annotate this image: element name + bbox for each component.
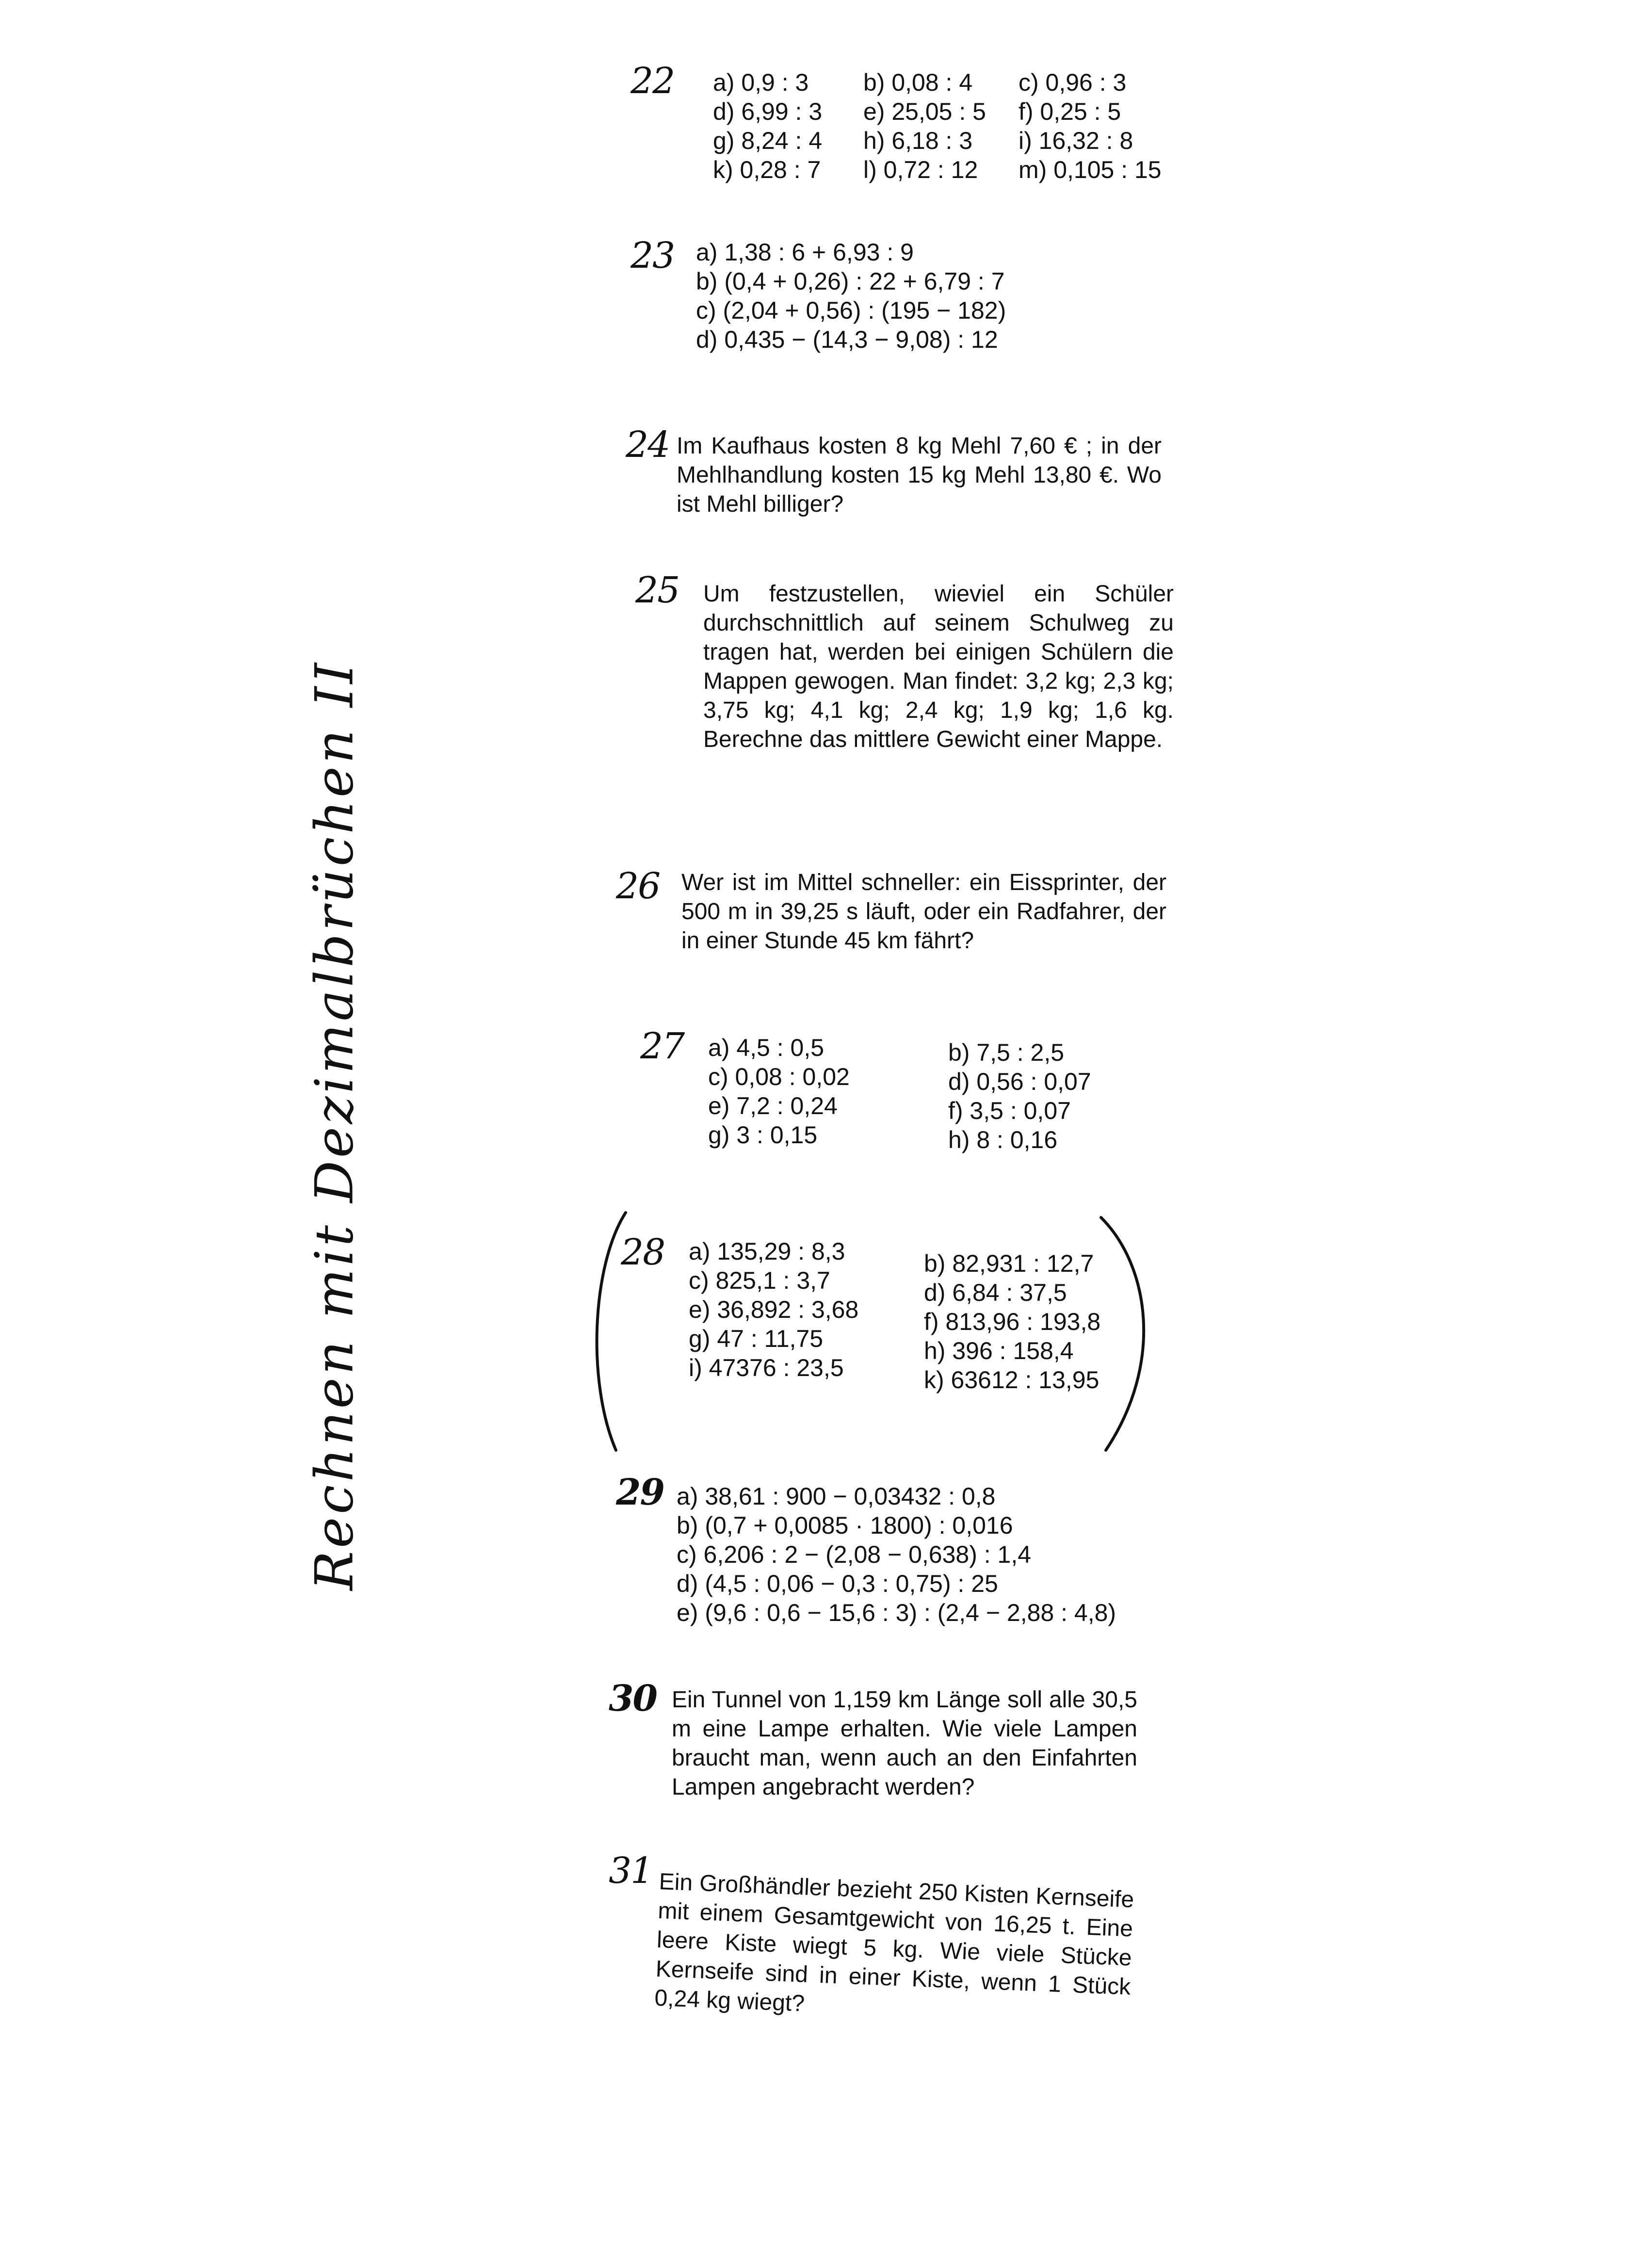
exercise-29-items	[677, 1482, 1116, 1627]
exercise-28-item: d) 6,84 : 37,5	[924, 1279, 1067, 1306]
exercise-27-item: c) 0,08 : 0,02	[708, 1063, 850, 1090]
exercise-28-right-items	[924, 1249, 1100, 1394]
exercise-28-item: i) 47376 : 23,5	[689, 1354, 844, 1381]
exercise-23-items	[696, 238, 1006, 354]
exercise-22-item: m) 0,105 : 15	[1018, 156, 1162, 183]
exercise-22-item: b) 0,08 : 4	[863, 69, 973, 96]
exercise-22-item: l) 0,72 : 12	[863, 156, 978, 183]
exercise-24-number: 24	[626, 424, 670, 466]
exercise-23-item: c) (2,04 + 0,56) : (195 − 182)	[696, 297, 1006, 324]
exercise-27-left-items	[708, 1033, 850, 1150]
exercise-22-items	[713, 68, 1179, 184]
exercise-27-item: e) 7,2 : 0,24	[708, 1092, 838, 1119]
exercise-29-item: b) (0,7 + 0,0085 · 1800) : 0,016	[677, 1512, 1013, 1539]
exercise-23-item: a) 1,38 : 6 + 6,93 : 9	[696, 239, 914, 266]
exercise-28-item: a) 135,29 : 8,3	[689, 1238, 845, 1265]
exercise-27-right-items	[948, 1038, 1091, 1154]
exercise-28-item: g) 47 : 11,75	[689, 1325, 824, 1352]
exercise-25-text: Um festzustellen, wieviel ein Schüler durchschnittlich auf seinem Schulweg zu tragen hat, werden bei einigen Schülern die Mappen gewogen. Man findet: 3,2 kg; 2,3 kg; 3,75 kg; 4,1 kg; 2,4 kg; 1,9 kg; 1,6 kg. Berechne das mittlere Gewicht einer Mappe.	[703, 581, 1174, 752]
exercise-27-number: 27	[640, 1025, 684, 1067]
exercise-26-text: Wer ist im Mittel schneller: ein Eissprinter, der 500 m in 39,25 s läuft, oder ein Radfahrer, der in einer Stunde 45 km fährt?	[681, 870, 1166, 954]
exercise-27-item: a) 4,5 : 0,5	[708, 1034, 824, 1061]
exercise-22-item: d) 6,99 : 3	[713, 98, 823, 125]
side-title: Rechnen mit Dezimalbrüchen II	[304, 660, 365, 1591]
exercise-27-item: f) 3,5 : 0,07	[948, 1097, 1071, 1124]
exercise-28-item: f) 813,96 : 193,8	[924, 1308, 1101, 1335]
exercise-28-item: h) 396 : 158,4	[924, 1337, 1074, 1364]
exercise-22-item: k) 0,28 : 7	[713, 156, 821, 183]
exercise-22-item: c) 0,96 : 3	[1018, 69, 1127, 96]
exercise-28-item: c) 825,1 : 3,7	[689, 1267, 830, 1294]
exercise-26-number: 26	[616, 865, 660, 907]
exercise-29-number: 29	[616, 1472, 664, 1513]
exercise-28-number: 28	[621, 1231, 665, 1273]
exercise-29-item: c) 6,206 : 2 − (2,08 − 0,638) : 1,4	[677, 1541, 1032, 1568]
exercise-30-text: Ein Tunnel von 1,159 km Länge soll alle 30,5 m eine Lampe erhalten. Wie viele Lampen braucht man, wenn auch an den Einfahrten Lampen angebracht werden?	[672, 1687, 1137, 1800]
exercise-30-number: 30	[609, 1678, 657, 1719]
exercise-28-item: e) 36,892 : 3,68	[689, 1296, 859, 1323]
exercise-31-text: Ein Großhändler bezieht 250 Kisten Kernseife mit einem Gesamtgewicht von 16,25 t. Eine leere Kiste wiegt 5 kg. Wie viele Stücke Kernseife sind in einer Kiste, wenn 1 Stück 0,24 kg wiegt?	[654, 1868, 1135, 2017]
exercise-22-item: g) 8,24 : 4	[713, 127, 823, 154]
exercise-22-item: e) 25,05 : 5	[863, 98, 986, 125]
exercise-28-item: k) 63612 : 13,95	[924, 1366, 1099, 1393]
exercise-29-item: e) (9,6 : 0,6 − 15,6 : 3) : (2,4 − 2,88 : 4,8)	[677, 1599, 1116, 1626]
exercise-27-item: g) 3 : 0,15	[708, 1121, 818, 1149]
exercise-28-left-items	[689, 1237, 858, 1382]
exercise-27-item: h) 8 : 0,16	[948, 1126, 1058, 1153]
exercise-22-item: f) 0,25 : 5	[1018, 98, 1121, 125]
exercise-22-item: i) 16,32 : 8	[1018, 127, 1133, 154]
exercise-27-item: b) 7,5 : 2,5	[948, 1039, 1065, 1066]
right-bracket	[1101, 1217, 1144, 1450]
exercise-23-item: d) 0,435 − (14,3 − 9,08) : 12	[696, 326, 998, 353]
exercise-25-number: 25	[635, 569, 679, 611]
exercise-23-item: b) (0,4 + 0,26) : 22 + 6,79 : 7	[696, 268, 1005, 295]
exercise-29-item: a) 38,61 : 900 − 0,03432 : 0,8	[677, 1483, 996, 1510]
exercise-24-text: Im Kaufhaus kosten 8 kg Mehl 7,60 € ; in der Mehlhandlung kosten 15 kg Mehl 13,80 €. Wo ist Mehl billiger?	[677, 433, 1162, 517]
exercise-31-number: 31	[609, 1850, 653, 1892]
exercise-23-number: 23	[630, 235, 675, 276]
exercise-29-item: d) (4,5 : 0,06 − 0,3 : 0,75) : 25	[677, 1570, 998, 1597]
exercise-28-item: b) 82,931 : 12,7	[924, 1250, 1094, 1277]
exercise-22-item: h) 6,18 : 3	[863, 127, 973, 154]
exercise-22-number: 22	[630, 60, 675, 102]
exercise-22-item: a) 0,9 : 3	[713, 69, 809, 96]
exercise-27-item: d) 0,56 : 0,07	[948, 1068, 1091, 1095]
